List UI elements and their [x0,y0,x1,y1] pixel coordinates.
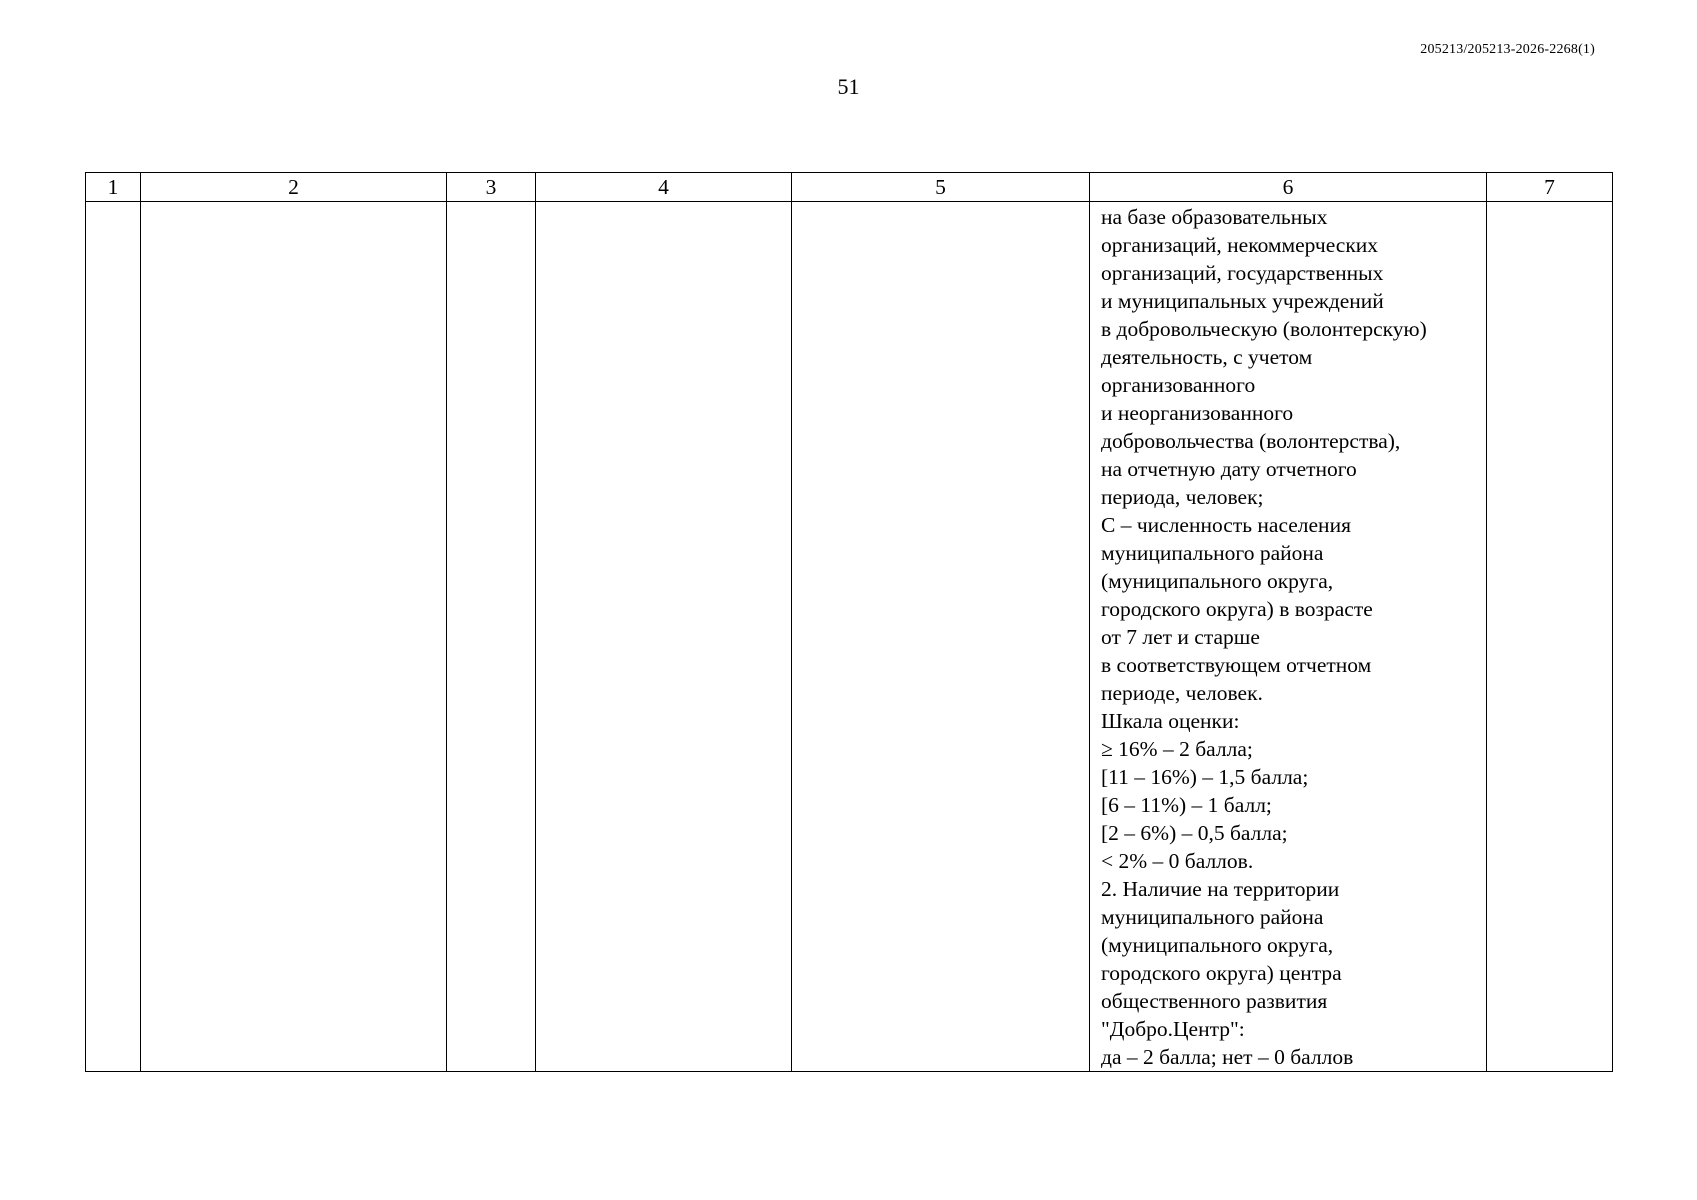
criteria-text-line: < 2% – 0 баллов. [1101,849,1254,873]
column-header-2: 2 [141,173,447,202]
criteria-text-line: [2 – 6%) – 0,5 балла; [1101,821,1288,845]
criteria-text-line: городского округа) центра [1101,961,1342,985]
criteria-text [1090,202,1486,1071]
criteria-text-line: 2. Наличие на территории [1101,877,1340,901]
criteria-text-line: "Добро.Центр": [1101,1017,1245,1041]
criteria-text-line: да – 2 балла; нет – 0 баллов [1101,1045,1354,1069]
criteria-text-line: (муниципального округа, [1101,933,1334,957]
column-header-5: 5 [792,173,1090,202]
cell-col-7 [1487,202,1613,1072]
criteria-text-line: общественного развития [1101,989,1328,1013]
criteria-text-line: ≥ 16% – 2 балла; [1101,737,1253,761]
column-header-7: 7 [1487,173,1613,202]
cell-col-2 [141,202,447,1072]
criteria-text-line: и муниципальных учреждений [1101,289,1384,313]
column-header-4: 4 [536,173,792,202]
column-header-3: 3 [447,173,536,202]
document-code: 205213/205213-2026-2268(1) [1420,42,1595,57]
document-table [85,172,1613,1072]
criteria-text-line: Шкала оценки: [1101,709,1240,733]
criteria-text-line: на отчетную дату отчетного [1101,457,1357,481]
criteria-text-line: муниципального района [1101,905,1324,929]
criteria-text-line: (муниципального округа, [1101,569,1334,593]
cell-col-3 [447,202,536,1072]
criteria-text-line: деятельность, с учетом [1101,345,1313,369]
criteria-text-line: на базе образовательных [1101,205,1328,229]
column-header-1: 1 [86,173,141,202]
criteria-text-line: и неорганизованного [1101,401,1294,425]
cell-col-5 [792,202,1090,1072]
criteria-text-line: добровольчества (волонтерства), [1101,429,1401,453]
table-header-row [86,173,1613,202]
criteria-text-line: в добровольческую (волонтерскую) [1101,317,1427,341]
criteria-text-line: [11 – 16%) – 1,5 балла; [1101,765,1309,789]
cell-col-4 [536,202,792,1072]
criteria-text-line: организаций, государственных [1101,261,1384,285]
criteria-text-line: муниципального района [1101,541,1324,565]
criteria-text-line: [6 – 11%) – 1 балл; [1101,793,1272,817]
criteria-text-line: периоде, человек. [1101,681,1263,705]
criteria-text-line: в соответствующем отчетном [1101,653,1372,677]
page-number: 51 [837,74,860,99]
criteria-text-line: от 7 лет и старше [1101,625,1260,649]
column-header-6: 6 [1090,173,1487,202]
criteria-text-line: городского округа) в возрасте [1101,597,1373,621]
cell-col-6 [1090,202,1487,1072]
criteria-text-line: организованного [1101,373,1256,397]
table-row [86,202,1613,1072]
criteria-text-line: организаций, некоммерческих [1101,233,1379,257]
criteria-text-line: С – численность населения [1101,513,1351,537]
cell-col-1 [86,202,141,1072]
criteria-text-line: периода, человек; [1101,485,1264,509]
